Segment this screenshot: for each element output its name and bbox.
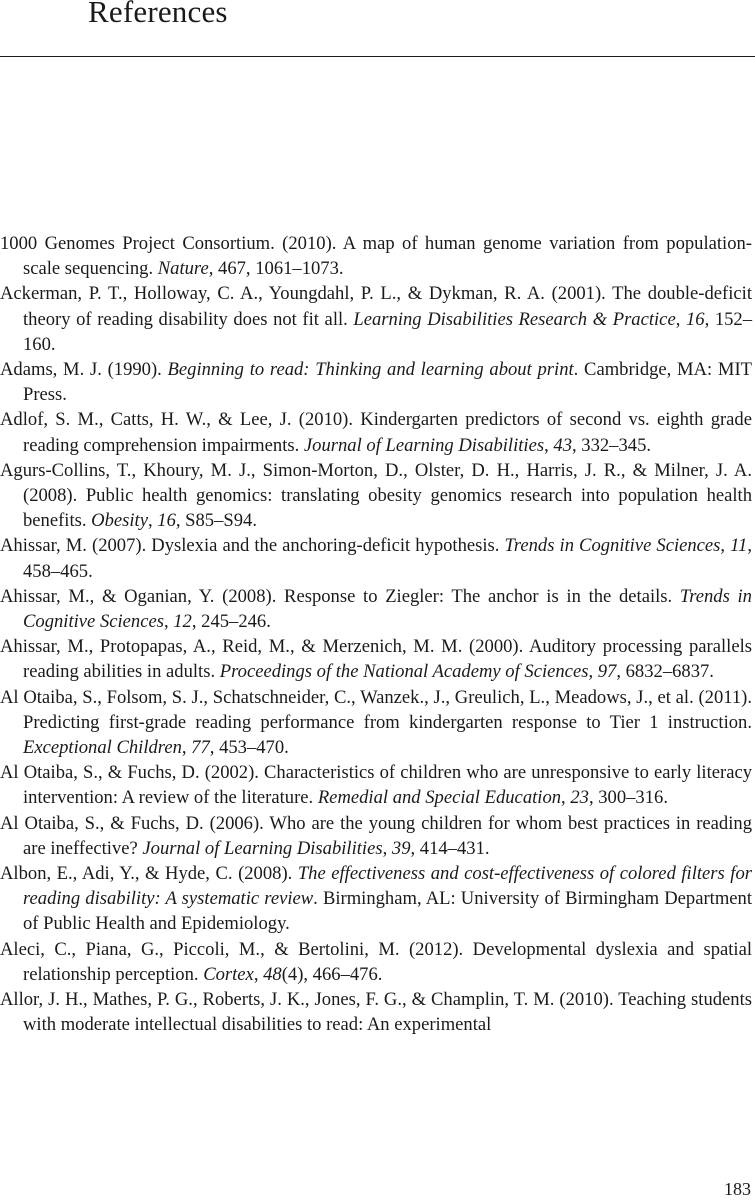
reference-pages: , 467, 1061–1073. [208, 258, 344, 280]
reference-entry [0, 458, 752, 534]
reference-entry [0, 861, 752, 937]
reference-volume: 16 [157, 510, 176, 532]
reference-entry [0, 634, 752, 684]
page-number: 183 [724, 1179, 751, 1199]
reference-text: Aleci, C., Piana, G., Piccoli, M., & Bertolini, M. (2012). Developmental dyslexia and spatial relationship perception. [0, 938, 752, 985]
reference-source: Nature [157, 258, 209, 280]
reference-entry [0, 231, 752, 281]
reference-source: Obesity [91, 510, 148, 532]
reference-entry [0, 584, 752, 634]
reference-publisher: . Birmingham, AL: University of Birmingham Department of Public Health and Epidemiology. [23, 888, 752, 935]
reference-text: Al Otaiba, S., & Fuchs, D. (2002). Characteristics of children who are unresponsive to early literacy intervention: A review of the literature. [0, 762, 752, 809]
reference-pages: , 332–345. [571, 434, 652, 456]
reference-volume: 12 [173, 611, 192, 633]
reference-text: Albon, E., Adi, Y., & Hyde, C. (2008). [0, 863, 298, 885]
reference-entry [0, 281, 752, 357]
reference-source: Journal of Learning Disabilities [142, 837, 383, 859]
reference-pages: , 458–465. [23, 535, 753, 582]
reference-source: Exceptional Children [23, 737, 182, 759]
reference-text: Agurs-Collins, T., Khoury, M. J., Simon-Morton, D., Olster, D. H., Harris, J. R., & Milner, J. A. (2008). Public health genomics: translating obesity genomics research into population health benefits. [0, 459, 752, 532]
reference-volume: 16 [685, 308, 705, 330]
reference-pages: , 245–246. [191, 611, 271, 633]
reference-entry [0, 760, 752, 810]
reference-entry [0, 357, 752, 407]
reference-volume: 23 [570, 787, 589, 809]
reference-entry [0, 811, 752, 861]
reference-separator: , [675, 308, 686, 330]
reference-entry [0, 987, 752, 1037]
reference-entry [0, 937, 752, 987]
reference-separator: , [544, 434, 554, 456]
reference-list [0, 231, 752, 1038]
reference-text: Al Otaiba, S., & Fuchs, D. (2006). Who are the young children for whom best practices in reading are ineffective? [0, 812, 752, 859]
reference-separator: , [147, 510, 158, 532]
reference-text: Allor, J. H., Mathes, P. G., Roberts, J. K., Jones, F. G., & Champlin, T. M. (2010). Teaching students with moderate intellectual disabilities to read: An experimental [0, 989, 752, 1036]
reference-separator: , [382, 837, 392, 859]
reference-separator: , [253, 963, 264, 985]
reference-source: Proceedings of the National Academy of Sciences [219, 661, 589, 683]
reference-text: 1000 Genomes Project Consortium. (2010). A map of human genome variation from population-scale sequencing. [0, 233, 752, 280]
reference-source: Cortex [203, 963, 254, 985]
reference-entry [0, 533, 752, 583]
reference-text: Ackerman, P. T., Holloway, C. A., Youngdahl, P. L., & Dykman, R. A. (2001). The double-deficit theory of reading disability does not fit all. [0, 283, 752, 330]
reference-text: Ahissar, M., & Oganian, Y. (2008). Response to Ziegler: The anchor is in the details. [0, 585, 680, 607]
reference-separator: , [181, 737, 192, 759]
reference-text: Al Otaiba, S., Folsom, S. J., Schatschneider, C., Wanzek., J., Greulich, L., Meadows, J., et al. (2011). Predicting first-grade reading performance from kindergarten response to Tier 1 instruction. [0, 686, 752, 733]
reference-source: The effectiveness and cost-effectiveness of colored filters for reading disability: A systematic review [23, 863, 753, 910]
reference-text: Adams, M. J. (1990). [0, 359, 168, 381]
reference-volume: 43 [553, 434, 572, 456]
reference-pages: , 414–431. [410, 837, 490, 859]
page-title: References [88, 0, 228, 29]
reference-source: Remedial and Special Education [317, 787, 562, 809]
reference-volume: 77 [191, 737, 210, 759]
reference-pages: , 453–470. [209, 737, 289, 759]
reference-source: Trends in Cognitive Sciences [23, 585, 752, 633]
reference-pages: , 300–316. [588, 787, 668, 809]
reference-source: Trends in Cognitive Sciences [504, 535, 721, 557]
reference-volume: 97 [597, 661, 617, 683]
reference-text: Ahissar, M., Protopapas, A., Reid, M., & Merzenich, M. M. (2000). Auditory processing parallels reading abilities in adults. [0, 636, 752, 683]
reference-source: Beginning to read: Thinking and learning about print [167, 359, 574, 381]
reference-entry [0, 685, 752, 761]
reference-separator: , [588, 661, 598, 683]
reference-source: Learning Disabilities Research & Practice [353, 308, 676, 330]
reference-separator: , [163, 611, 174, 633]
reference-text: Ahissar, M. (2007). Dyslexia and the anchoring-deficit hypothesis. [0, 535, 505, 557]
reference-publisher: . Cambridge, MA: MIT Press. [23, 359, 752, 406]
title-divider [0, 56, 755, 57]
reference-pages: , S85–S94. [175, 510, 257, 532]
reference-pages: (4), 466–476. [281, 963, 383, 985]
reference-separator: , [720, 535, 731, 557]
reference-volume: 11 [730, 535, 748, 557]
reference-text: Adlof, S. M., Catts, H. W., & Lee, J. (2010). Kindergarten predictors of second vs. eighth grade reading comprehension impairments. [0, 409, 752, 456]
reference-pages: , 152–160. [23, 308, 753, 355]
reference-entry [0, 407, 752, 457]
reference-pages: , 6832–6837. [616, 661, 714, 683]
reference-volume: 48 [263, 963, 282, 985]
reference-source: Journal of Learning Disabilities [303, 434, 545, 456]
reference-separator: , [561, 787, 571, 809]
reference-volume: 39 [391, 837, 411, 859]
